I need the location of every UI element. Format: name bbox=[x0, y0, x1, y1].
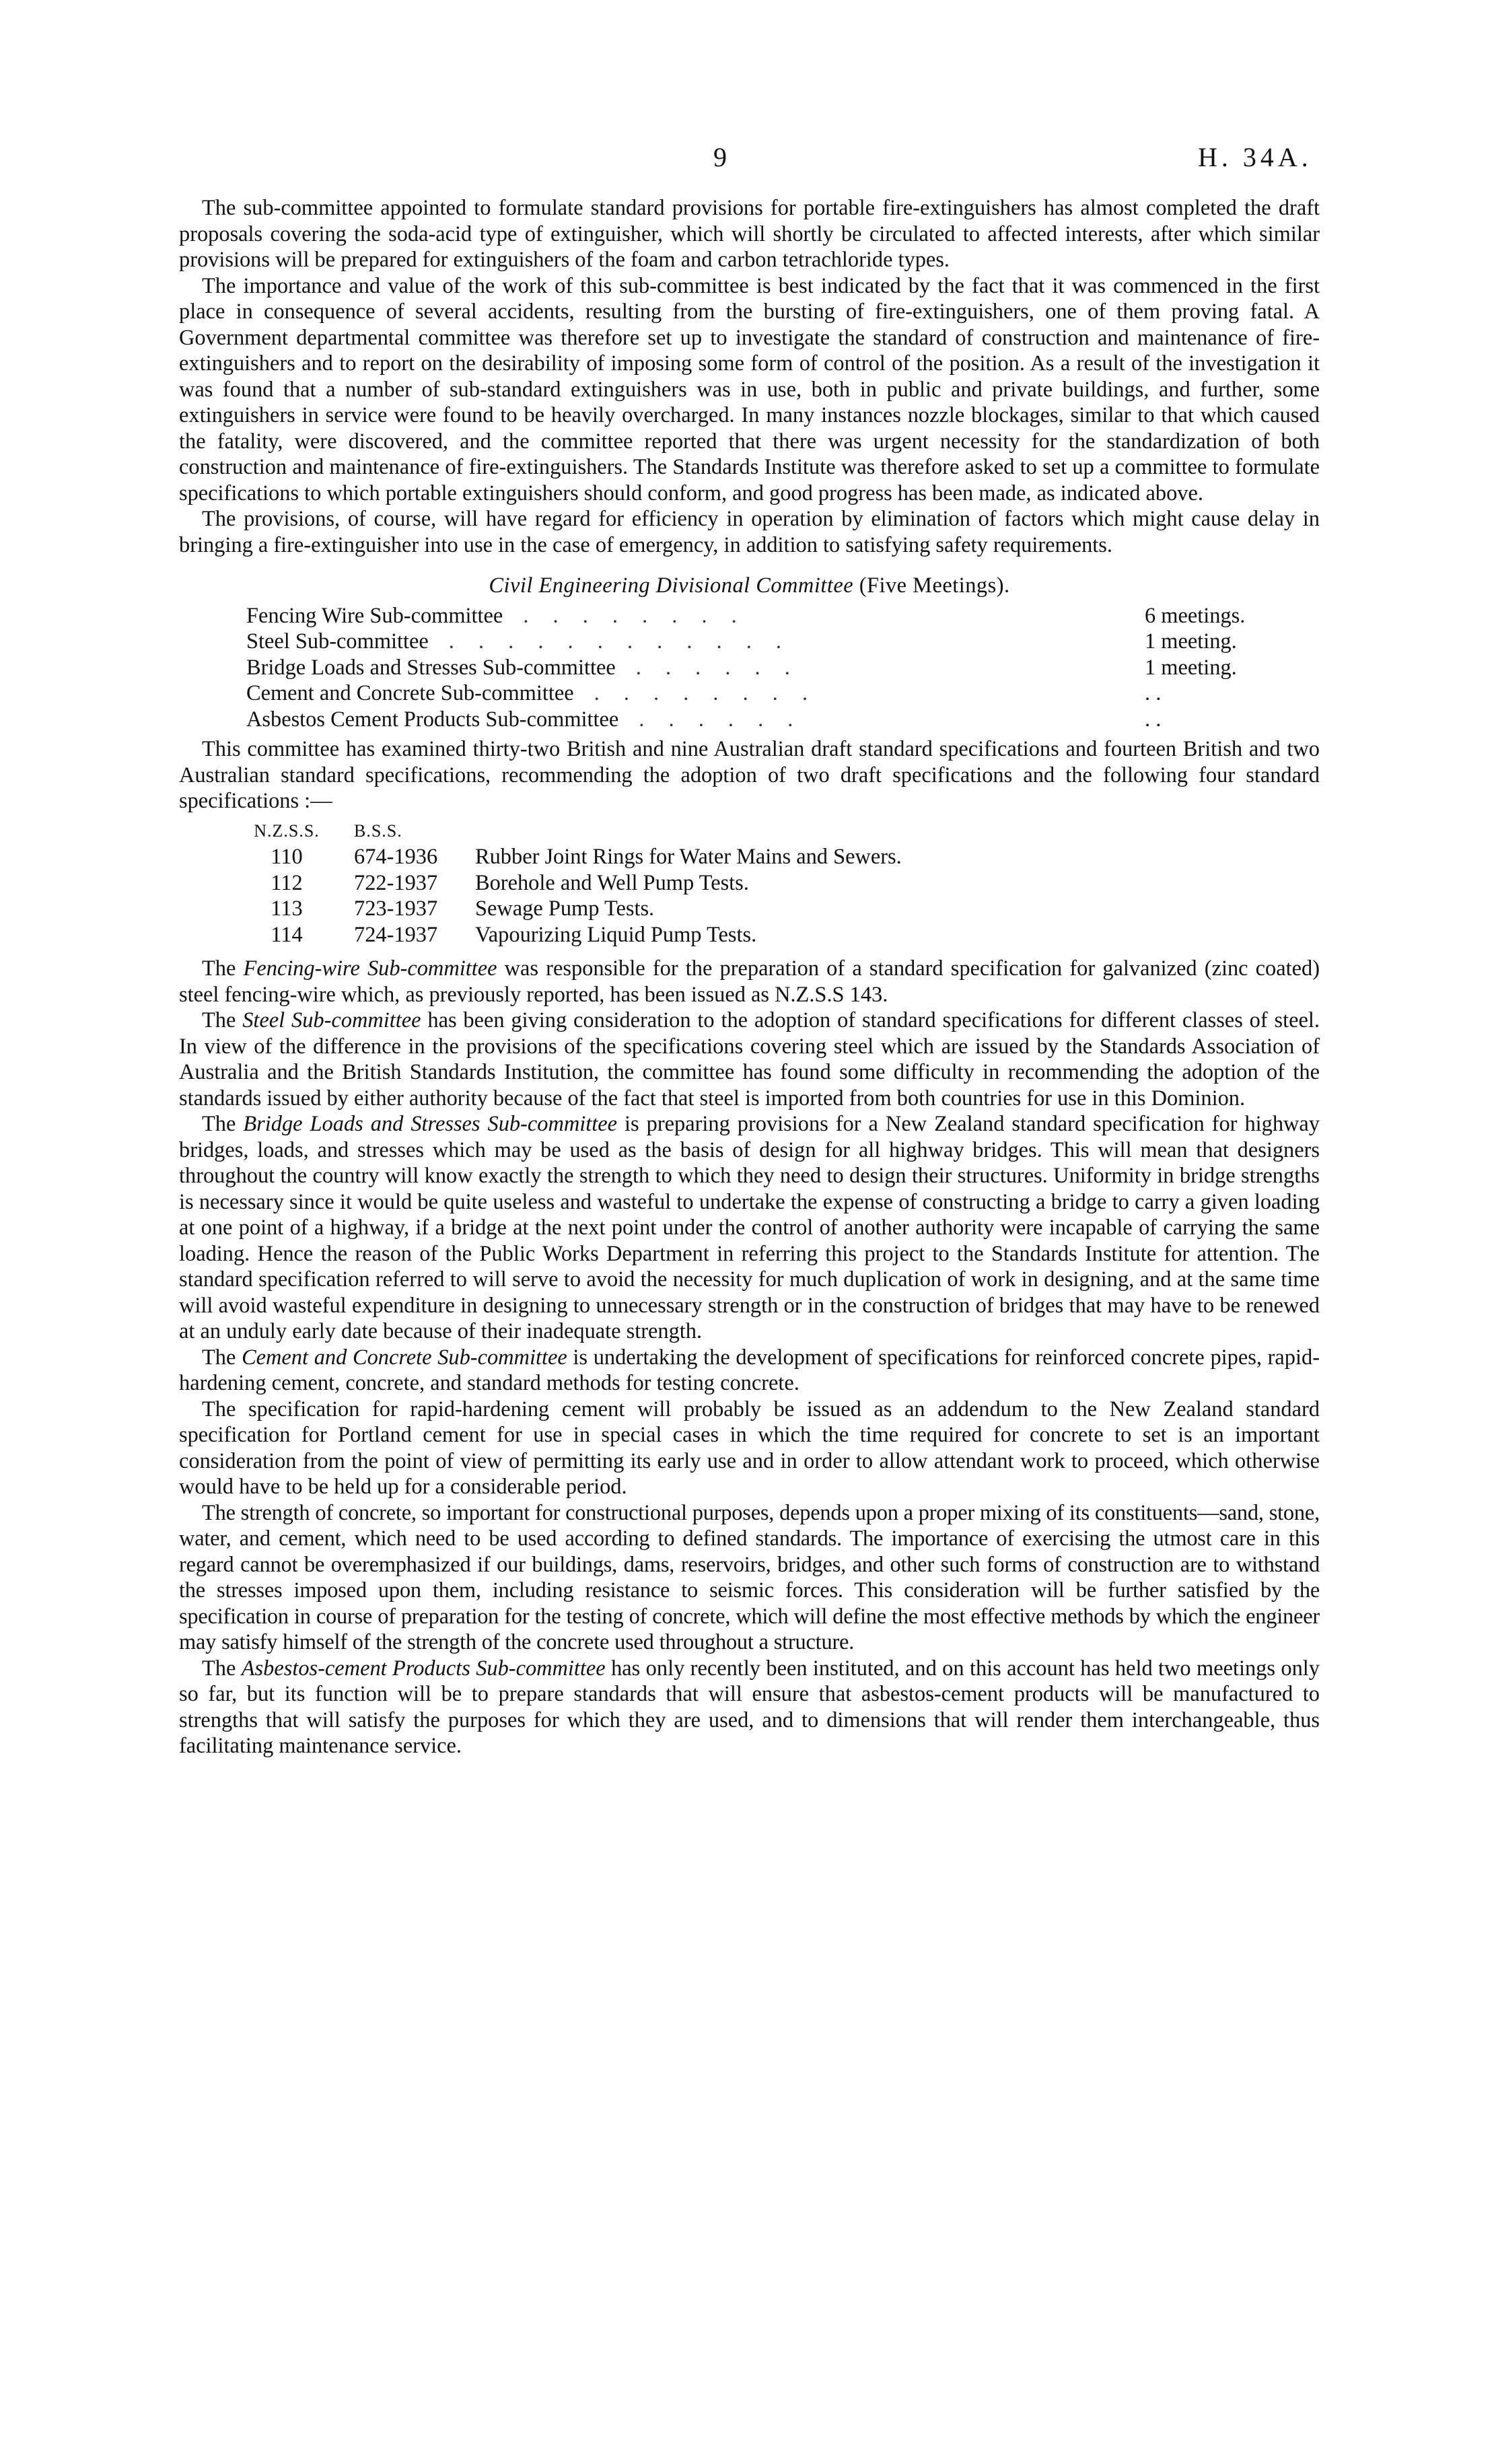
cell-nzss: 113 bbox=[271, 896, 303, 921]
list-item bbox=[246, 655, 1320, 681]
section-heading-title: Civil Engineering Divisional Committee bbox=[489, 573, 854, 598]
column-header-bss: B.S.S. bbox=[354, 820, 402, 841]
subcommittee-meetings-list bbox=[246, 603, 1320, 733]
list-item bbox=[246, 707, 1320, 733]
paragraph-lead: The bbox=[202, 1008, 236, 1032]
subcommittee-name: Fencing Wire Sub-committee bbox=[246, 603, 503, 628]
column-header-nzss: N.Z.S.S. bbox=[254, 820, 320, 841]
subcommittee-title: Steel Sub-committee bbox=[242, 1008, 421, 1032]
cell-nzss: 110 bbox=[271, 845, 303, 869]
subcommittee-name: Bridge Loads and Stresses Sub-committee bbox=[246, 655, 616, 680]
leader-dots: . . . . . . . . bbox=[523, 603, 746, 628]
paragraph-text: is preparing provisions for a New Zealand standard specification for highway bridges, loads, and stresses which may be used as the basis of design for all highway bridges. This will mean that designers throughout the country will know exactly the strength to which they need to design their structures. Uniformity in bridge strengths is necessary since it would be quite useless and wasteful to undertake the expense of constructing a bridge to carry a given loading at one point of a highway, if a bridge at the next point under the control of another authority were incapable of carrying the same loading. Hence the reason of the Public Works Department in referring this project to the Standards Institute for attention. The standard specification referred to will serve to avoid the necessity for much duplication of work in designing, and at the same time will avoid wasteful expenditure in designing to unnecessary strength or in the construction of bridges that may have to be renewed at an unduly early date because of their inadequate strength. bbox=[179, 1112, 1320, 1343]
paragraph-lead: The bbox=[202, 1656, 236, 1681]
meeting-count: 1 meeting. bbox=[1145, 655, 1237, 680]
subcommittee-title: Cement and Concrete Sub-committee bbox=[242, 1345, 567, 1370]
cell-bss: 724-1937 bbox=[354, 922, 438, 947]
paragraph: The sub-committee appointed to formulate standard provisions for portable fire-extinguishers has almost completed the draft proposals covering the soda-acid type of extinguisher, which will shortly be circulated to affected interests, after which similar provisions will be prepared for extinguishers of the foam and carbon tetrachloride types. bbox=[179, 196, 1320, 272]
cell-nzss: 112 bbox=[271, 870, 303, 895]
paragraph: The strength of concrete, so important for constructional purposes, depends upon a proper mixing of its constituents—sand, stone, water, and cement, which need to be used according to defined standards. The importance of exercising the utmost care in this regard cannot be overemphasized if our buildings, dams, reservoirs, bridges, and other such forms of construction are to withstand the stresses imposed upon them, including resistance to seismic forces. This consideration will be further satisfied by the specification in course of preparation for the testing of concrete, which will define the most effective methods by which the engineer may satisfy himself of the strength of the concrete used throughout a structure. bbox=[179, 1500, 1320, 1654]
paragraph-text: has been giving consideration to the adoption of standard specifications for different classes of steel. In view of the difference in the provisions of the specifications covering steel which are issued by the Standards Association of Australia and the British Standards Institution, the committee has found some difficulty in recommending the adoption of the standards issued by either authority because of the fact that steel is imported from both countries for use in this Dominion. bbox=[179, 1008, 1320, 1111]
paragraph-bridge-loads bbox=[179, 1111, 1320, 1345]
subcommittee-title: Bridge Loads and Stresses Sub-committee bbox=[243, 1112, 618, 1136]
paragraph-lead: The bbox=[202, 1345, 236, 1370]
meeting-count: 1 meeting. bbox=[1145, 629, 1237, 654]
page-number: 9 bbox=[713, 142, 727, 172]
list-item bbox=[246, 680, 1320, 707]
paragraph-lead: The bbox=[202, 1112, 236, 1136]
cell-bss: 722-1937 bbox=[354, 870, 438, 895]
paragraph-text: has only recently been instituted, and on this account has held two meetings only so far, but its function will be to prepare standards that will ensure that asbestos-cement products will be manufactured to strengths that will satisfy the purposes for which they are used, and to dimensions that will render them interchangeable, thus facilitating maintenance service. bbox=[179, 1656, 1320, 1758]
cell-bss: 674-1936 bbox=[354, 845, 438, 869]
subcommittee-name: Steel Sub-committee bbox=[246, 629, 429, 654]
table-row bbox=[219, 896, 1320, 922]
leader-dots: . . . . . . bbox=[635, 655, 799, 680]
table-header bbox=[219, 818, 1320, 845]
cell-title: Borehole and Well Pump Tests. bbox=[475, 870, 749, 895]
paragraph: The provisions, of course, will have regard for efficiency in operation by elimination of factors which might cause delay in bringing a fire-extinguisher into use in the case of emergency, in addition to satisfying safety requirements. bbox=[179, 507, 1320, 557]
cell-nzss: 114 bbox=[271, 922, 303, 947]
paragraph-text: was responsible for the preparation of a standard specification for galvanized (zinc coated) steel fencing-wire which, as previously reported, has been issued as N.Z.S.S 143. bbox=[179, 956, 1320, 1007]
list-item bbox=[246, 629, 1320, 655]
cell-title: Rubber Joint Rings for Water Mains and Sewers. bbox=[475, 845, 902, 869]
paragraph-text: is undertaking the development of specifications for reinforced concrete pipes, rapid-hardening cement, concrete, and standard methods for testing concrete. bbox=[179, 1345, 1320, 1395]
paragraph-asbestos bbox=[179, 1656, 1320, 1759]
paragraph: The specification for rapid-hardening cement will probably be issued as an addendum to the New Zealand standard specification for Portland cement for use in special cases in which the time required for concrete to set is an important consideration from the point of view of permitting its early use and in order to allow attendant work to proceed, which otherwise would have to be held up for a considerable period. bbox=[179, 1397, 1320, 1499]
table-row bbox=[219, 922, 1320, 948]
leader-dots: . . . . . . . . . . . . bbox=[448, 629, 791, 654]
leader-dots: . . . . . . bbox=[639, 707, 803, 732]
section-heading bbox=[179, 573, 1320, 599]
section-heading-suffix: (Five Meetings). bbox=[859, 573, 1010, 598]
table-row bbox=[219, 870, 1320, 896]
meeting-count: . . bbox=[1145, 707, 1162, 732]
meeting-count: . . bbox=[1145, 681, 1162, 705]
specifications-table bbox=[219, 818, 1320, 948]
body-text bbox=[179, 195, 1320, 1759]
meeting-count: 6 meetings. bbox=[1145, 603, 1246, 628]
leader-dots: . . . . . . . . bbox=[594, 681, 818, 705]
subcommittee-name: Cement and Concrete Sub-committee bbox=[246, 681, 574, 705]
subcommittee-title: Fencing-wire Sub-committee bbox=[243, 956, 497, 981]
cell-bss: 723-1937 bbox=[354, 896, 438, 921]
subcommittee-name: Asbestos Cement Products Sub-committee bbox=[246, 707, 619, 732]
paragraph-lead: The bbox=[202, 956, 236, 981]
list-item bbox=[246, 603, 1320, 629]
cell-title: Vapourizing Liquid Pump Tests. bbox=[475, 922, 757, 947]
table-row bbox=[219, 844, 1320, 870]
paragraph: The importance and value of the work of this sub-committee is best indicated by the fact that it was commenced in the first place in consequence of several accidents, resulting from the bursting of fire-extinguishers, one of them proving fatal. A Government departmental committee was therefore set up to investigate the standard of construction and maintenance of fire-extinguishers and to report on the desirability of imposing some form of control of the position. As a result of the investigation it was found that a number of sub-standard extinguishers was in use, both in public and private buildings, and further, some extinguishers in service were found to be heavily overcharged. In many instances nozzle blockages, similar to that which caused the fatality, were discovered, and the committee reported that there was urgent necessity for the standardization of both construction and maintenance of fire-extinguishers. The Standards Institute was therefore asked to set up a committee to formulate specifications to which portable extinguishers should conform, and good progress has been made, as indicated above. bbox=[179, 273, 1320, 505]
paragraph-steel bbox=[179, 1008, 1320, 1111]
paragraph-cement-concrete bbox=[179, 1345, 1320, 1397]
paragraph-fencing-wire bbox=[179, 956, 1320, 1008]
page-header bbox=[0, 141, 1494, 182]
paragraph: This committee has examined thirty-two British and nine Australian draft standard specifications and fourteen British and two Australian standard specifications, recommending the adoption of two draft specifications and the following four standard specifications :— bbox=[179, 737, 1320, 813]
cell-title: Sewage Pump Tests. bbox=[475, 896, 655, 921]
column-header-title bbox=[475, 818, 1320, 845]
subcommittee-title: Asbestos-cement Products Sub-committee bbox=[241, 1656, 606, 1681]
document-reference: H. 34A. bbox=[1198, 142, 1312, 172]
